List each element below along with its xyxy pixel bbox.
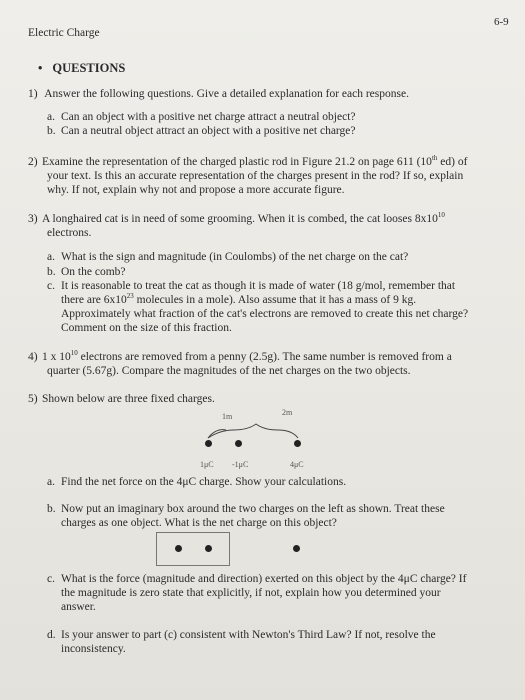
question-2 [28, 155, 467, 169]
q3-part-c-line-3: Approximately what fraction of the cat's electrons are removed to create this net charge? [61, 308, 469, 320]
q5-part-c-line-2: the magnitude is zero state that explicitly, if not, explain how you determined your [61, 587, 441, 599]
q1-part-b [47, 124, 356, 138]
q5-part-b-line-2: charges as one object. What is the net charge on this object? [61, 517, 337, 529]
q3-part-c-line-2 [61, 293, 416, 307]
q2-line-3: why. If not, explain why not and propose a more accurate figure. [47, 184, 345, 196]
part-text: there are 6x10 [61, 294, 127, 306]
q5-part-a [47, 475, 346, 489]
question-number: 5) [28, 393, 38, 405]
part-label: a. [47, 111, 55, 123]
q5-part-b [47, 502, 445, 516]
q1-part-a [47, 110, 356, 124]
question-number: 4) [28, 351, 38, 363]
question-text: Answer the following questions. Give a detailed explanation for each response. [44, 88, 409, 100]
distance-label-1m: 1m [222, 412, 233, 421]
q3-part-c [47, 279, 455, 293]
chapter-title: Electric Charge [28, 27, 100, 39]
distance-label-2m: 2m [282, 408, 293, 417]
charge-label-1: 1μC [200, 460, 214, 469]
q5-part-d [47, 628, 436, 642]
q3-line-2: electrons. [47, 227, 92, 239]
part-label: b. [47, 125, 56, 137]
page-number: 6-9 [494, 16, 509, 28]
section-title: QUESTIONS [52, 61, 126, 75]
charge-dot-1 [205, 440, 212, 447]
q4-line-2: quarter (5.67g). Compare the magnitudes of the net charges on the two objects. [47, 365, 411, 377]
q2-line-2: your text. Is this an accurate representation of the charges present in the rod? If so, explain [47, 170, 464, 182]
part-label: a. [47, 251, 55, 263]
question-5 [28, 392, 215, 406]
question-number: 2) [28, 156, 38, 168]
part-label: a. [47, 476, 55, 488]
part-text: What is the sign and magnitude (in Coulombs) of the net charge on the cat? [61, 251, 409, 263]
question-text: electrons are removed from a penny (2.5g). The same number is removed from a [77, 351, 452, 363]
section-heading [38, 61, 125, 76]
part-text: It is reasonable to treat the cat as though it is made of water (18 g/mol, remember that [61, 280, 456, 292]
part-text: Can a neutral object attract an object with a positive net charge? [61, 125, 356, 137]
distance-brackets [190, 420, 340, 442]
question-4 [28, 350, 452, 364]
part-text: molecules in a mole). Also assume that it has a mass of 9 kg. [133, 294, 417, 306]
part-label: c. [47, 573, 55, 585]
superscript: 10 [70, 349, 78, 357]
question-number: 3) [28, 213, 38, 225]
superscript: th [431, 154, 438, 162]
charge-dot-3 [294, 440, 301, 447]
charge-dot-2 [235, 440, 242, 447]
question-number: 1) [28, 88, 38, 100]
question-3 [28, 212, 445, 226]
part-text: Find the net force on the 4μC charge. Show your calculations. [61, 476, 347, 488]
part-text: On the comb? [61, 266, 126, 278]
part-text: Can an object with a positive net charge attract a neutral object? [61, 111, 356, 123]
part-text: Is your answer to part (c) consistent with Newton's Third Law? If not, resolve the [61, 629, 436, 641]
q5-part-d-line-2: inconsistency. [61, 643, 126, 655]
part-label: d. [47, 629, 56, 641]
part-text: Now put an imaginary box around the two charges on the left as shown. Treat these [61, 503, 445, 515]
question-text: Shown below are three fixed charges. [42, 393, 215, 405]
boxed-charge-dot-2 [205, 545, 212, 552]
boxed-charge-dot-1 [175, 545, 182, 552]
q3-part-c-line-4: Comment on the size of this fraction. [61, 322, 232, 334]
bullet-icon: • [38, 61, 43, 75]
superscript: 10 [437, 211, 445, 219]
charges-diagram [190, 400, 340, 480]
superscript: 23 [126, 292, 134, 300]
part-label: c. [47, 280, 55, 292]
part-label: b. [47, 266, 56, 278]
q5-part-c [47, 572, 466, 586]
q5-part-c-line-3: answer. [61, 601, 96, 613]
part-label: b. [47, 503, 56, 515]
charge-label-3: 4μC [290, 460, 304, 469]
q3-part-b [47, 265, 126, 279]
question-text: Examine the representation of the charged plastic rod in Figure 21.2 on page 611 (10 [42, 156, 432, 168]
q3-part-a [47, 250, 408, 264]
charge-label-2: -1μC [232, 460, 249, 469]
third-charge-dot [293, 545, 300, 552]
question-text: 1 x 10 [42, 351, 71, 363]
question-text: A longhaired cat is in need of some grooming. When it is combed, the cat looses 8x10 [42, 213, 438, 225]
question-text: ed) of [437, 156, 468, 168]
part-text: What is the force (magnitude and direction) exerted on this object by the 4μC charge? If [61, 573, 467, 585]
question-1 [28, 87, 409, 101]
imaginary-box [156, 532, 230, 566]
